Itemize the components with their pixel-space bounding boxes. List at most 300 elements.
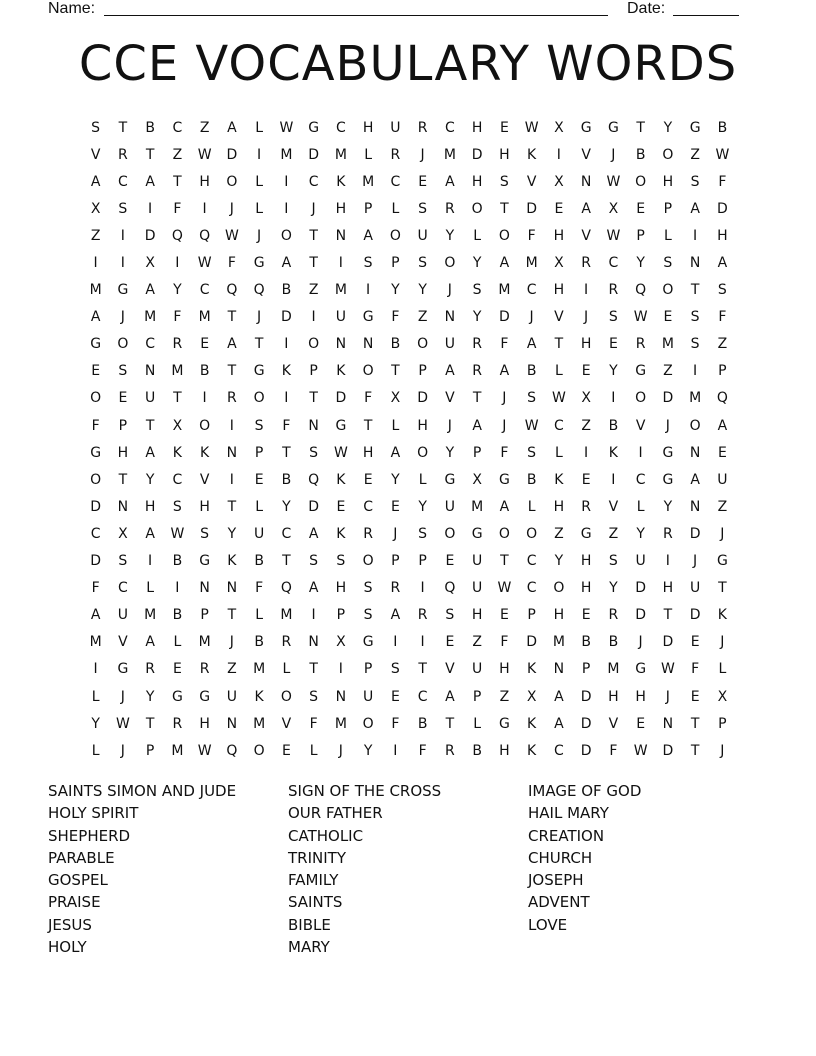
grid-letter: R bbox=[118, 146, 128, 163]
grid-letter: O bbox=[226, 173, 238, 190]
grid-letter: P bbox=[363, 661, 373, 678]
grid-letter: E bbox=[200, 336, 210, 353]
grid-letter: M bbox=[253, 661, 266, 678]
vocabulary-word: CREATION bbox=[528, 826, 605, 845]
grid-letter: O bbox=[662, 146, 674, 163]
grid-row bbox=[82, 710, 736, 737]
grid-letter: A bbox=[308, 580, 319, 597]
grid-letter: J bbox=[720, 634, 725, 651]
grid-letter: U bbox=[117, 607, 128, 624]
grid-letter: G bbox=[199, 688, 211, 705]
grid-row bbox=[82, 195, 736, 222]
vocabulary-word: CHURCH bbox=[528, 848, 593, 867]
grid-letter: L bbox=[309, 742, 318, 759]
grid-letter: X bbox=[118, 525, 128, 542]
grid-letter: G bbox=[662, 471, 674, 488]
grid-letter: E bbox=[581, 471, 591, 488]
grid-letter: K bbox=[227, 553, 237, 570]
grid-letter: A bbox=[717, 417, 728, 434]
grid-letter: Y bbox=[173, 282, 182, 299]
grid-letter: H bbox=[471, 119, 483, 136]
grid-letter: R bbox=[472, 336, 482, 353]
grid-letter: Y bbox=[282, 498, 291, 515]
grid-letter: O bbox=[635, 173, 647, 190]
grid-letter: I bbox=[584, 282, 589, 299]
grid-letter: C bbox=[635, 471, 646, 488]
date-label: Date: bbox=[627, 0, 666, 17]
vocabulary-word: PRAISE bbox=[48, 893, 101, 912]
word-column bbox=[48, 780, 288, 958]
vocabulary-word: ADVENT bbox=[528, 893, 590, 912]
grid-letter: S bbox=[690, 309, 700, 326]
grid-letter: H bbox=[335, 200, 347, 217]
vocabulary-word: LOVE bbox=[528, 915, 568, 934]
grid-letter: C bbox=[526, 553, 537, 570]
grid-letter: N bbox=[199, 580, 210, 597]
grid-letter: I bbox=[665, 553, 670, 570]
grid-letter: T bbox=[227, 607, 237, 624]
grid-letter: H bbox=[144, 498, 156, 515]
grid-letter: D bbox=[308, 498, 320, 515]
grid-letter: Y bbox=[91, 715, 100, 732]
grid-letter: X bbox=[554, 173, 564, 190]
grid-letter: O bbox=[280, 227, 292, 244]
grid-letter: M bbox=[280, 146, 293, 163]
grid-letter: T bbox=[363, 417, 373, 434]
grid-letter: W bbox=[551, 390, 566, 407]
grid-letter: D bbox=[226, 146, 238, 163]
grid-letter: I bbox=[693, 227, 698, 244]
grid-letter: T bbox=[636, 119, 645, 136]
grid-row bbox=[82, 168, 736, 195]
grid-letter: F bbox=[500, 336, 509, 353]
grid-letter: C bbox=[526, 282, 537, 299]
grid-letter: S bbox=[418, 255, 428, 272]
grid-letter: J bbox=[611, 146, 616, 163]
grid-letter: E bbox=[91, 363, 101, 380]
grid-letter: M bbox=[334, 146, 347, 163]
grid-letter: Z bbox=[199, 119, 210, 136]
grid-letter: D bbox=[580, 688, 592, 705]
grid-letter: L bbox=[255, 498, 264, 515]
grid-letter: I bbox=[393, 634, 398, 651]
grid-letter: I bbox=[693, 363, 698, 380]
grid-letter: A bbox=[445, 363, 455, 380]
grid-letter: W bbox=[115, 715, 130, 732]
vocabulary-word: CATHOLIC bbox=[288, 826, 364, 845]
grid-letter: F bbox=[173, 309, 182, 326]
grid-letter: F bbox=[309, 715, 318, 732]
grid-letter: S bbox=[309, 553, 319, 570]
grid-letter: P bbox=[145, 742, 155, 759]
grid-letter: E bbox=[690, 688, 700, 705]
grid-letter: U bbox=[417, 227, 428, 244]
word-list bbox=[48, 780, 768, 958]
grid-letter: T bbox=[418, 661, 427, 678]
grid-letter: A bbox=[445, 688, 455, 705]
grid-letter: E bbox=[445, 553, 455, 570]
grid-letter: D bbox=[662, 634, 674, 651]
grid-letter: Q bbox=[226, 282, 238, 299]
grid-letter: E bbox=[336, 498, 346, 515]
grid-letter: F bbox=[718, 173, 727, 190]
grid-letter: D bbox=[280, 309, 292, 326]
grid-letter: N bbox=[335, 336, 347, 353]
grid-letter: O bbox=[498, 227, 510, 244]
grid-letter: F bbox=[364, 390, 373, 407]
grid-letter: F bbox=[500, 444, 509, 461]
grid-letter: L bbox=[91, 742, 100, 759]
grid-letter: T bbox=[690, 282, 700, 299]
grid-letter: G bbox=[253, 255, 265, 272]
grid-letter: R bbox=[445, 200, 455, 217]
grid-letter: H bbox=[199, 173, 210, 190]
grid-letter: F bbox=[91, 417, 100, 434]
grid-letter: Q bbox=[199, 227, 211, 244]
grid-letter: X bbox=[526, 688, 537, 705]
grid-letter: Y bbox=[472, 309, 482, 326]
grid-letter: Q bbox=[444, 580, 456, 597]
grid-letter: T bbox=[500, 553, 509, 570]
grid-letter: I bbox=[284, 200, 289, 217]
grid-letter: S bbox=[390, 661, 400, 678]
grid-letter: A bbox=[145, 282, 155, 299]
grid-letter: M bbox=[198, 309, 211, 326]
grid-letter: D bbox=[662, 742, 674, 759]
grid-letter: I bbox=[229, 417, 234, 434]
grid-letter: T bbox=[227, 363, 237, 380]
grid-letter: E bbox=[390, 688, 400, 705]
grid-letter: T bbox=[690, 715, 700, 732]
grid-letter: T bbox=[227, 309, 237, 326]
grid-letter: T bbox=[173, 173, 182, 190]
grid-letter: E bbox=[390, 498, 400, 515]
grid-letter: G bbox=[117, 282, 129, 299]
grid-letter: Z bbox=[417, 309, 428, 326]
grid-letter: P bbox=[472, 688, 482, 705]
grid-letter: R bbox=[417, 607, 428, 624]
grid-letter: Z bbox=[608, 525, 619, 542]
grid-letter: S bbox=[690, 336, 700, 353]
grid-letter: I bbox=[229, 471, 234, 488]
grid-letter: R bbox=[145, 661, 155, 678]
grid-letter: P bbox=[418, 553, 427, 570]
grid-letter: Y bbox=[418, 498, 427, 515]
vocabulary-word: BIBLE bbox=[288, 915, 331, 934]
grid-letter: P bbox=[636, 227, 645, 244]
grid-letter: G bbox=[662, 444, 674, 461]
grid-letter: U bbox=[226, 688, 237, 705]
grid-letter: V bbox=[608, 715, 619, 732]
grid-letter: L bbox=[364, 146, 373, 163]
grid-letter: J bbox=[229, 200, 234, 217]
grid-letter: R bbox=[581, 498, 591, 515]
grid-letter: A bbox=[90, 173, 101, 190]
grid-letter: Z bbox=[717, 498, 728, 515]
grid-letter: L bbox=[527, 498, 536, 515]
grid-letter: B bbox=[390, 336, 401, 353]
grid-letter: E bbox=[254, 471, 264, 488]
grid-letter: Z bbox=[90, 227, 101, 244]
grid-letter: B bbox=[199, 363, 210, 380]
grid-letter: P bbox=[718, 363, 727, 380]
grid-letter: P bbox=[254, 444, 264, 461]
grid-letter: S bbox=[663, 255, 673, 272]
grid-letter: T bbox=[690, 742, 700, 759]
grid-letter: Y bbox=[636, 525, 645, 542]
grid-letter: Z bbox=[554, 525, 564, 542]
grid-letter: H bbox=[553, 498, 565, 515]
grid-letter: K bbox=[172, 444, 182, 461]
grid-letter: C bbox=[553, 417, 564, 434]
grid-letter: T bbox=[145, 417, 155, 434]
grid-letter: I bbox=[284, 336, 289, 353]
grid-letter: S bbox=[91, 119, 101, 136]
grid-letter: G bbox=[362, 309, 374, 326]
grid-letter: S bbox=[363, 607, 373, 624]
grid-letter: G bbox=[335, 417, 347, 434]
grid-letter: N bbox=[226, 715, 238, 732]
grid-letter: H bbox=[499, 661, 510, 678]
grid-letter: Z bbox=[663, 363, 673, 380]
grid-letter: O bbox=[526, 525, 538, 542]
grid-letter: Y bbox=[145, 471, 155, 488]
grid-letter: B bbox=[281, 471, 292, 488]
grid-letter: J bbox=[529, 309, 534, 326]
grid-letter: W bbox=[606, 173, 621, 190]
grid-letter: S bbox=[717, 282, 727, 299]
grid-letter: W bbox=[279, 119, 294, 136]
grid-letter: J bbox=[502, 417, 507, 434]
grid-letter: F bbox=[609, 742, 618, 759]
grid-row bbox=[82, 412, 736, 439]
grid-letter: O bbox=[417, 336, 429, 353]
grid-letter: L bbox=[173, 634, 182, 651]
grid-letter: H bbox=[417, 417, 428, 434]
grid-letter: N bbox=[226, 444, 238, 461]
grid-row bbox=[82, 141, 736, 168]
grid-letter: N bbox=[117, 498, 129, 515]
grid-letter: T bbox=[118, 119, 128, 136]
grid-letter: B bbox=[608, 417, 619, 434]
grid-letter: M bbox=[171, 363, 184, 380]
grid-letter: D bbox=[689, 525, 701, 542]
grid-letter: O bbox=[199, 417, 211, 434]
grid-letter: D bbox=[144, 227, 156, 244]
grid-letter: X bbox=[472, 471, 482, 488]
grid-letter: I bbox=[366, 282, 371, 299]
grid-letter: X bbox=[554, 255, 564, 272]
grid-letter: I bbox=[148, 200, 153, 217]
grid-letter: D bbox=[716, 200, 728, 217]
grid-letter: R bbox=[445, 742, 455, 759]
grid-letter: B bbox=[635, 146, 646, 163]
grid-letter: Y bbox=[609, 363, 618, 380]
vocabulary-word: HAIL MARY bbox=[528, 804, 609, 823]
grid-letter: U bbox=[254, 525, 265, 542]
grid-letter: H bbox=[199, 715, 210, 732]
grid-letter: G bbox=[253, 363, 265, 380]
grid-row bbox=[82, 114, 736, 141]
grid-letter: P bbox=[391, 255, 400, 272]
vocabulary-word: IMAGE OF GOD bbox=[528, 782, 642, 800]
grid-letter: E bbox=[363, 471, 373, 488]
grid-letter: D bbox=[580, 715, 592, 732]
grid-letter: W bbox=[197, 255, 212, 272]
grid-letter: W bbox=[715, 146, 730, 163]
grid-letter: D bbox=[417, 390, 429, 407]
grid-letter: O bbox=[90, 390, 102, 407]
grid-letter: V bbox=[199, 471, 210, 488]
grid-letter: Z bbox=[472, 634, 482, 651]
grid-letter: D bbox=[662, 390, 674, 407]
grid-letter: G bbox=[498, 715, 510, 732]
grid-letter: G bbox=[308, 119, 320, 136]
grid-letter: J bbox=[229, 634, 234, 651]
grid-letter: E bbox=[172, 661, 182, 678]
grid-letter: F bbox=[527, 227, 536, 244]
grid-letter: S bbox=[418, 200, 428, 217]
name-blank-line bbox=[104, 15, 608, 16]
grid-letter: L bbox=[282, 661, 291, 678]
grid-letter: I bbox=[93, 661, 98, 678]
grid-letter: T bbox=[554, 336, 564, 353]
grid-letter: X bbox=[717, 688, 728, 705]
grid-letter: U bbox=[717, 471, 728, 488]
grid-letter: G bbox=[716, 553, 728, 570]
grid-letter: Q bbox=[716, 390, 728, 407]
grid-letter: C bbox=[308, 173, 319, 190]
grid-letter: Q bbox=[253, 282, 265, 299]
grid-letter: U bbox=[472, 553, 483, 570]
grid-letter: A bbox=[90, 607, 101, 624]
grid-letter: J bbox=[447, 417, 452, 434]
grid-letter: Y bbox=[363, 742, 373, 759]
grid-letter: V bbox=[608, 498, 619, 515]
grid-letter: O bbox=[662, 282, 674, 299]
grid-letter: Y bbox=[554, 553, 564, 570]
grid-letter: F bbox=[91, 580, 100, 597]
grid-letter: F bbox=[282, 417, 291, 434]
grid-letter: L bbox=[391, 200, 400, 217]
grid-letter: A bbox=[390, 607, 401, 624]
grid-letter: W bbox=[606, 227, 621, 244]
grid-letter: T bbox=[445, 715, 455, 732]
grid-letter: D bbox=[635, 607, 647, 624]
grid-letter: V bbox=[526, 173, 537, 190]
grid-letter: T bbox=[309, 227, 318, 244]
vocabulary-word: JESUS bbox=[48, 915, 92, 934]
grid-letter: L bbox=[255, 200, 264, 217]
grid-letter: M bbox=[552, 634, 565, 651]
vocabulary-word: SAINTS SIMON AND JUDE bbox=[48, 782, 237, 800]
grid-letter: D bbox=[308, 146, 320, 163]
grid-letter: O bbox=[471, 200, 483, 217]
grid-letter: M bbox=[689, 390, 702, 407]
grid-letter: D bbox=[90, 498, 102, 515]
grid-letter: C bbox=[608, 255, 619, 272]
grid-row bbox=[82, 683, 736, 710]
grid-letter: X bbox=[581, 390, 591, 407]
grid-letter: Z bbox=[581, 417, 591, 434]
grid-letter: W bbox=[633, 309, 648, 326]
grid-letter: B bbox=[472, 742, 482, 759]
grid-letter: G bbox=[90, 444, 102, 461]
grid-row bbox=[82, 304, 736, 331]
grid-letter: E bbox=[636, 200, 646, 217]
grid-letter: I bbox=[584, 444, 589, 461]
grid-letter: H bbox=[471, 173, 483, 190]
grid-letter: Z bbox=[227, 661, 237, 678]
grid-letter: W bbox=[660, 661, 675, 678]
grid-letter: R bbox=[581, 255, 591, 272]
grid-letter: B bbox=[281, 282, 292, 299]
grid-letter: A bbox=[390, 444, 401, 461]
grid-letter: S bbox=[118, 363, 128, 380]
grid-letter: J bbox=[638, 634, 643, 651]
grid-letter: H bbox=[635, 688, 646, 705]
grid-letter: F bbox=[391, 309, 400, 326]
grid-letter: V bbox=[90, 146, 101, 163]
grid-letter: L bbox=[554, 444, 563, 461]
grid-letter: O bbox=[308, 336, 320, 353]
grid-letter: J bbox=[584, 309, 589, 326]
grid-letter: B bbox=[581, 634, 591, 651]
grid-letter: Z bbox=[690, 146, 700, 163]
grid-letter: J bbox=[120, 688, 125, 705]
grid-letter: P bbox=[718, 715, 727, 732]
vocabulary-word: FAMILY bbox=[288, 871, 339, 890]
grid-letter: M bbox=[498, 282, 511, 299]
grid-row bbox=[82, 439, 736, 466]
grid-letter: C bbox=[172, 471, 183, 488]
grid-letter: C bbox=[335, 119, 346, 136]
grid-letter: L bbox=[146, 580, 155, 597]
grid-letter: N bbox=[226, 580, 238, 597]
grid-letter: V bbox=[445, 661, 455, 678]
grid-letter: D bbox=[689, 607, 701, 624]
grid-letter: H bbox=[662, 173, 674, 190]
grid-letter: H bbox=[335, 580, 347, 597]
grid-letter: R bbox=[635, 336, 646, 353]
grid-letter: G bbox=[498, 471, 510, 488]
grid-letter: M bbox=[144, 607, 157, 624]
grid-letter: K bbox=[336, 471, 346, 488]
vocabulary-word: JOSEPH bbox=[528, 871, 584, 890]
grid-letter: H bbox=[362, 119, 374, 136]
grid-row bbox=[82, 629, 736, 656]
vocabulary-word: HOLY bbox=[48, 938, 87, 957]
grid-letter: C bbox=[526, 580, 537, 597]
grid-letter: P bbox=[336, 607, 346, 624]
grid-letter: Z bbox=[499, 688, 510, 705]
grid-letter: Y bbox=[145, 688, 155, 705]
grid-letter: E bbox=[690, 634, 700, 651]
grid-letter: O bbox=[553, 580, 565, 597]
grid-letter: X bbox=[172, 417, 183, 434]
grid-letter: C bbox=[117, 580, 128, 597]
date-blank-line bbox=[673, 15, 739, 16]
grid-letter: H bbox=[117, 444, 129, 461]
grid-letter: R bbox=[227, 390, 237, 407]
grid-letter: Z bbox=[717, 336, 728, 353]
grid-letter: Y bbox=[418, 282, 427, 299]
grid-letter: O bbox=[389, 227, 401, 244]
grid-letter: I bbox=[120, 255, 125, 272]
grid-letter: X bbox=[336, 634, 346, 651]
grid-letter: A bbox=[526, 336, 537, 353]
grid-letter: K bbox=[281, 363, 291, 380]
